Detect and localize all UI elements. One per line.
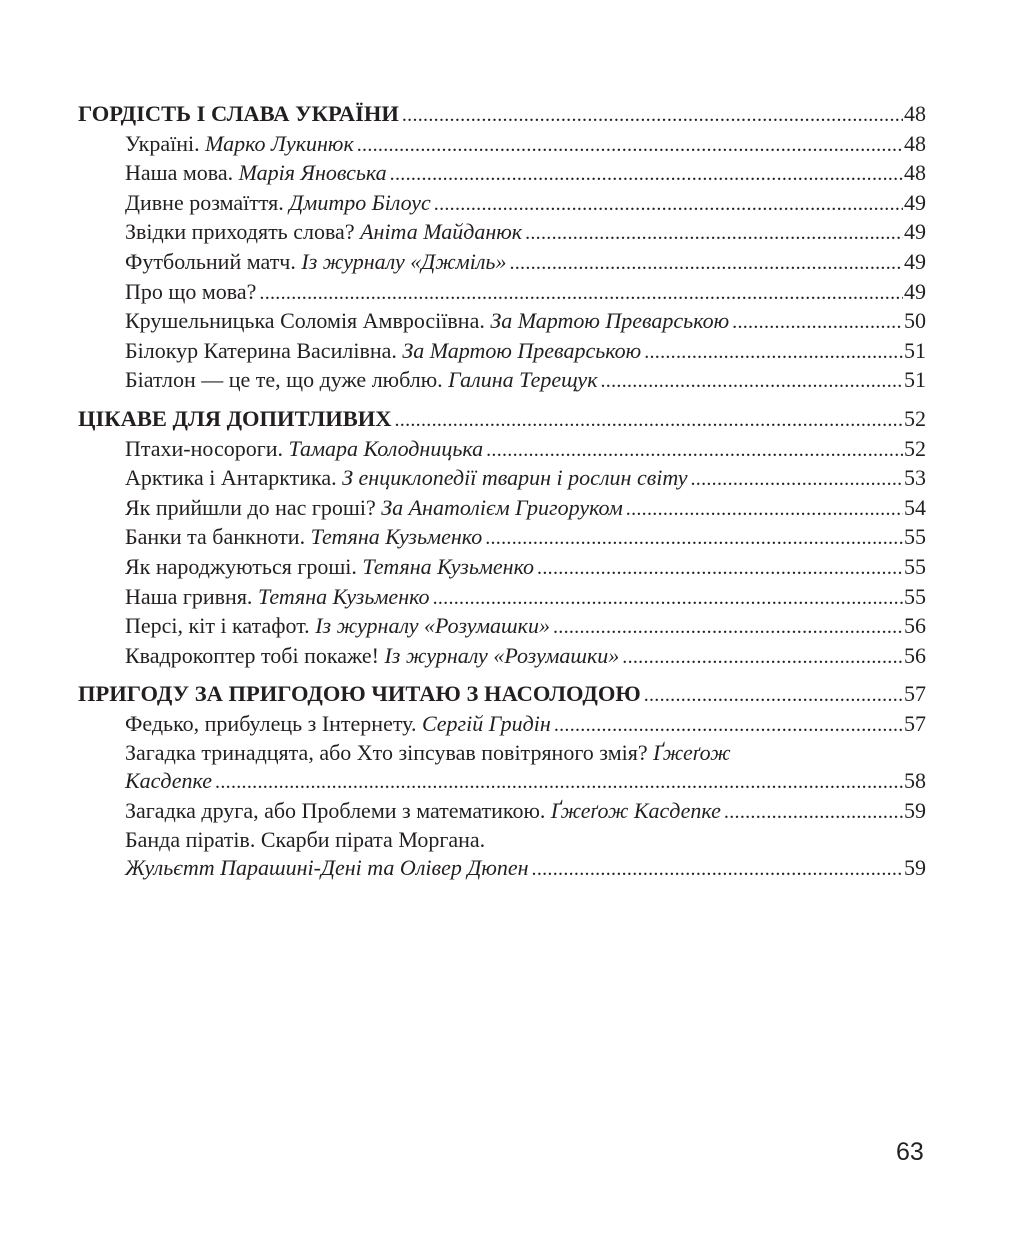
toc-entry	[78, 278, 926, 308]
entry-page-number: 48	[904, 160, 926, 186]
entry-title: Федько, прибулець з Інтернету.	[125, 710, 417, 736]
toc-entry	[78, 767, 926, 797]
entry-page-number: 50	[904, 308, 926, 334]
entry-title: Крушельницька Соломія Амвросіївна.	[125, 308, 485, 334]
dot-leader	[357, 132, 903, 160]
entry-author: За Мартою Преварською	[490, 308, 730, 334]
toc-entry	[78, 583, 926, 613]
entry-title: Україні.	[125, 130, 200, 156]
entry-page-number: 56	[904, 613, 926, 639]
section-title: ПРИГОДУ ЗА ПРИГОДОЮ ЧИТАЮ З НАСОЛОДОЮ	[78, 681, 641, 707]
toc-entry	[78, 612, 926, 642]
entry-title: Футбольний матч.	[125, 248, 296, 274]
toc-entry	[78, 494, 926, 524]
dot-leader	[690, 466, 903, 494]
entry-title: Як народжуються гроші.	[125, 553, 357, 579]
entry-page-number: 55	[904, 524, 926, 550]
toc-section-1	[78, 100, 926, 396]
section-heading	[78, 405, 926, 435]
dot-leader	[402, 102, 903, 130]
dot-leader	[394, 407, 903, 435]
toc-section-3	[78, 680, 926, 883]
entry-page-number: 51	[904, 367, 926, 393]
entry-title: Загадка друга, або Проблеми з математикою.	[125, 797, 546, 823]
entry-page-number: 53	[904, 465, 926, 491]
toc-entry	[78, 435, 926, 465]
dot-leader	[601, 368, 904, 396]
dot-leader	[732, 309, 903, 337]
dot-leader	[622, 644, 903, 672]
toc-entry	[78, 797, 926, 827]
section-heading	[78, 100, 926, 130]
dot-leader	[644, 339, 903, 367]
dot-leader	[537, 555, 903, 583]
toc-entry	[78, 307, 926, 337]
toc-entry	[78, 642, 926, 672]
entry-author: Аніта Майданюк	[360, 219, 523, 245]
toc-entry	[78, 854, 926, 884]
entry-author: З енциклопедії тварин і рослин світу	[342, 465, 688, 491]
dot-leader	[644, 682, 903, 710]
entry-title: Дивне розмаїття.	[125, 189, 284, 215]
entry-page-number: 54	[904, 494, 926, 520]
entry-author: За Анатолієм Григоруком	[381, 494, 623, 520]
toc-entry	[78, 553, 926, 583]
table-of-contents	[78, 100, 926, 892]
entry-author: Галина Терещук	[448, 367, 598, 393]
entry-title: Як прийшли до нас гроші?	[125, 494, 376, 520]
dot-leader	[553, 614, 903, 642]
entry-page-number: 51	[904, 337, 926, 363]
entry-page-number: 48	[904, 130, 926, 156]
entry-page-number: 59	[904, 854, 926, 880]
entry-author: Тетяна Кузьменко	[257, 583, 430, 609]
entry-title: Про що мова?	[125, 278, 257, 304]
toc-entry	[78, 159, 926, 189]
toc-entry	[78, 248, 926, 278]
toc-entry	[78, 464, 926, 494]
toc-section-2	[78, 405, 926, 671]
entry-author: Дмитро Білоус	[289, 189, 431, 215]
dot-leader	[554, 712, 903, 740]
toc-entry-line	[78, 826, 926, 854]
entry-title: Білокур Катерина Василівна.	[125, 337, 397, 363]
section-heading	[78, 680, 926, 710]
entry-page-number: 55	[904, 583, 926, 609]
entry-title: Банда піратів. Скарби пірата Моргана.	[125, 827, 486, 853]
dot-leader	[434, 191, 903, 219]
dot-leader	[259, 280, 903, 308]
toc-entry-line	[78, 739, 926, 767]
dot-leader	[390, 161, 903, 189]
entry-author: За Мартою Преварською	[402, 337, 642, 363]
entry-page-number: 56	[904, 642, 926, 668]
dot-leader	[532, 856, 903, 884]
entry-title: Звідки приходять слова?	[125, 219, 355, 245]
entry-author: Марія Яновська	[238, 160, 387, 186]
entry-title: Загадка тринадцята, або Хто зіпсував повітряного змія?	[125, 740, 648, 766]
entry-author: Касдепке	[125, 768, 213, 794]
dot-leader	[215, 769, 903, 797]
entry-author: Марко Лукинюк	[205, 130, 354, 156]
entry-page-number: 49	[904, 219, 926, 245]
entry-title: Банки та банкноти.	[125, 524, 306, 550]
entry-page-number: 59	[904, 797, 926, 823]
entry-author: Жульєтт Парашині-Дені та Олівер Дюпен	[125, 854, 529, 880]
entry-author: Сергій Гридін	[421, 710, 551, 736]
toc-entry	[78, 189, 926, 219]
entry-author: Тамара Колодницька	[288, 435, 484, 461]
entry-page-number: 57	[904, 710, 926, 736]
section-page-number: 57	[904, 681, 926, 707]
entry-title: Арктика і Антарктика.	[125, 465, 337, 491]
entry-title: Наша гривня.	[125, 583, 253, 609]
entry-page-number: 55	[904, 553, 926, 579]
dot-leader	[485, 525, 903, 553]
dot-leader	[724, 799, 903, 827]
entry-page-number: 52	[904, 435, 926, 461]
entry-page-number: 49	[904, 189, 926, 215]
entry-author: Тетяна Кузьменко	[362, 553, 535, 579]
entry-title: Біатлон — це те, що дуже люблю.	[125, 367, 443, 393]
entry-author: Ґжеґож	[653, 740, 731, 766]
entry-title: Персі, кіт і катафот.	[125, 613, 310, 639]
entry-title: Наша мова.	[125, 160, 234, 186]
entry-author: Із журналу «Розумашки»	[315, 613, 550, 639]
entry-title: Квадрокоптер тобі покаже!	[125, 642, 379, 668]
section-page-number: 52	[904, 405, 926, 431]
entry-author: Із журналу «Джміль»	[301, 248, 507, 274]
entry-author: Ґжеґож Касдепке	[550, 797, 721, 823]
dot-leader	[626, 496, 903, 524]
entry-author: Із журналу «Розумашки»	[384, 642, 620, 668]
entry-author: Тетяна Кузьменко	[310, 524, 483, 550]
entry-page-number: 49	[904, 248, 926, 274]
section-title: ГОРДІСТЬ І СЛАВА УКРАЇНИ	[78, 101, 399, 126]
toc-entry	[78, 523, 926, 553]
toc-entry	[78, 218, 926, 248]
entry-page-number: 58	[904, 768, 926, 794]
section-page-number: 48	[904, 101, 926, 126]
dot-leader	[486, 437, 903, 465]
entry-page-number: 49	[904, 278, 926, 304]
toc-entry	[78, 337, 926, 367]
toc-entry	[78, 710, 926, 740]
toc-entry	[78, 130, 926, 160]
dot-leader	[433, 585, 903, 613]
toc-entry	[78, 366, 926, 396]
entry-title: Птахи-носороги.	[125, 435, 284, 461]
section-title: ЦІКАВЕ ДЛЯ ДОПИТЛИВИХ	[78, 405, 392, 431]
dot-leader	[525, 220, 903, 248]
dot-leader	[509, 250, 903, 278]
page-number: 63	[896, 1138, 924, 1166]
